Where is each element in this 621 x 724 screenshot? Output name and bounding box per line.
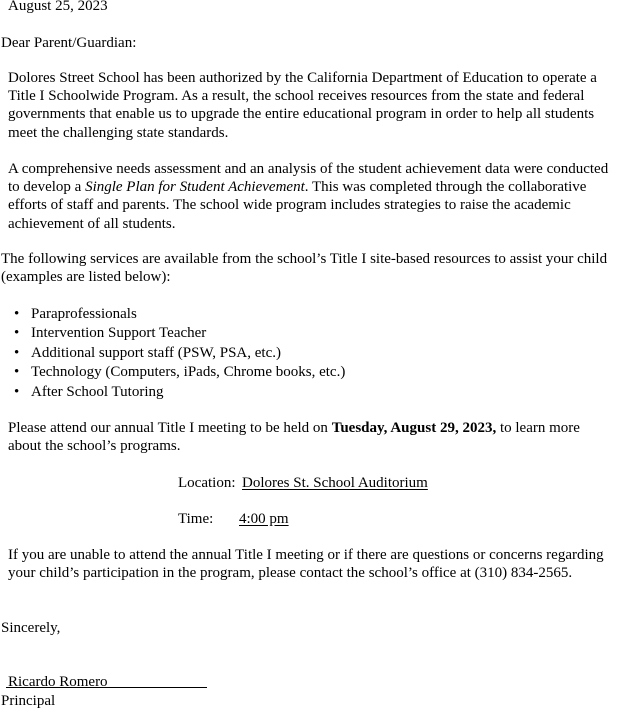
- time-value: 4:00 pm: [239, 511, 289, 527]
- services-list: [14, 305, 345, 402]
- letter-date: August 25, 2023: [8, 0, 108, 14]
- contact-paragraph: If you are unable to attend the annual Title I meeting or if there are questions or concerns regarding your child’s participation in the program, please contact the school’s office at (310) 834-2565.: [8, 547, 604, 582]
- bullet-icon: •: [14, 364, 20, 381]
- signature-line: [6, 687, 207, 688]
- time-label: Time:: [178, 511, 214, 527]
- plan-paragraph: [8, 160, 616, 233]
- list-item: • After School Tutoring: [14, 383, 345, 402]
- list-item: • Additional support staff (PSW, PSA, etc.): [14, 344, 345, 363]
- meeting-text-start: Please attend our annual Title I meeting to be held on: [8, 420, 332, 436]
- bullet-icon: •: [14, 344, 20, 361]
- location-label: Location:: [178, 475, 236, 491]
- signer-title: Principal: [1, 693, 56, 709]
- list-item: • Technology (Computers, iPads, Chrome books, etc.): [14, 363, 345, 382]
- bullet-icon: •: [14, 325, 20, 342]
- location-value: Dolores St. School Auditorium: [242, 475, 428, 491]
- plan-paragraph-text-end: . This was completed through the collaborative efforts of staff and parents. The school wide program includes strategies to raise the academic achievement of all students.: [8, 179, 587, 232]
- list-item: • Intervention Support Teacher: [14, 324, 345, 343]
- closing: Sincerely,: [1, 620, 61, 636]
- intro-paragraph: Dolores Street School has been authorized by the California Department of Education to operate a Title I Schoolwide Program. As a result, the school receives resources from the state and federal governments that enable us to upgrade the entire educational program in order to help all students meet the challenging state standards.: [8, 70, 597, 141]
- bullet-icon: •: [14, 306, 20, 322]
- meeting-text-end: to learn more about the school’s programs.: [8, 420, 580, 455]
- bullet-icon: •: [14, 383, 20, 400]
- meeting-paragraph: [8, 419, 616, 455]
- list-item: • Paraprofessionals: [14, 305, 345, 324]
- salutation: Dear Parent/Guardian:: [1, 35, 137, 51]
- signer-name: Ricardo Romero: [8, 674, 108, 690]
- meeting-date: Tuesday, August 29, 2023,: [331, 420, 497, 436]
- plan-title: Single Plan for Student Achievement: [85, 179, 305, 196]
- services-intro: The following services are available from the school’s Title I site-based resources to assist your child (examples are listed below):: [1, 251, 608, 286]
- plan-paragraph-text-start: A comprehensive needs assessment and an analysis of the student achievement data were conducted to develop a: [8, 161, 609, 196]
